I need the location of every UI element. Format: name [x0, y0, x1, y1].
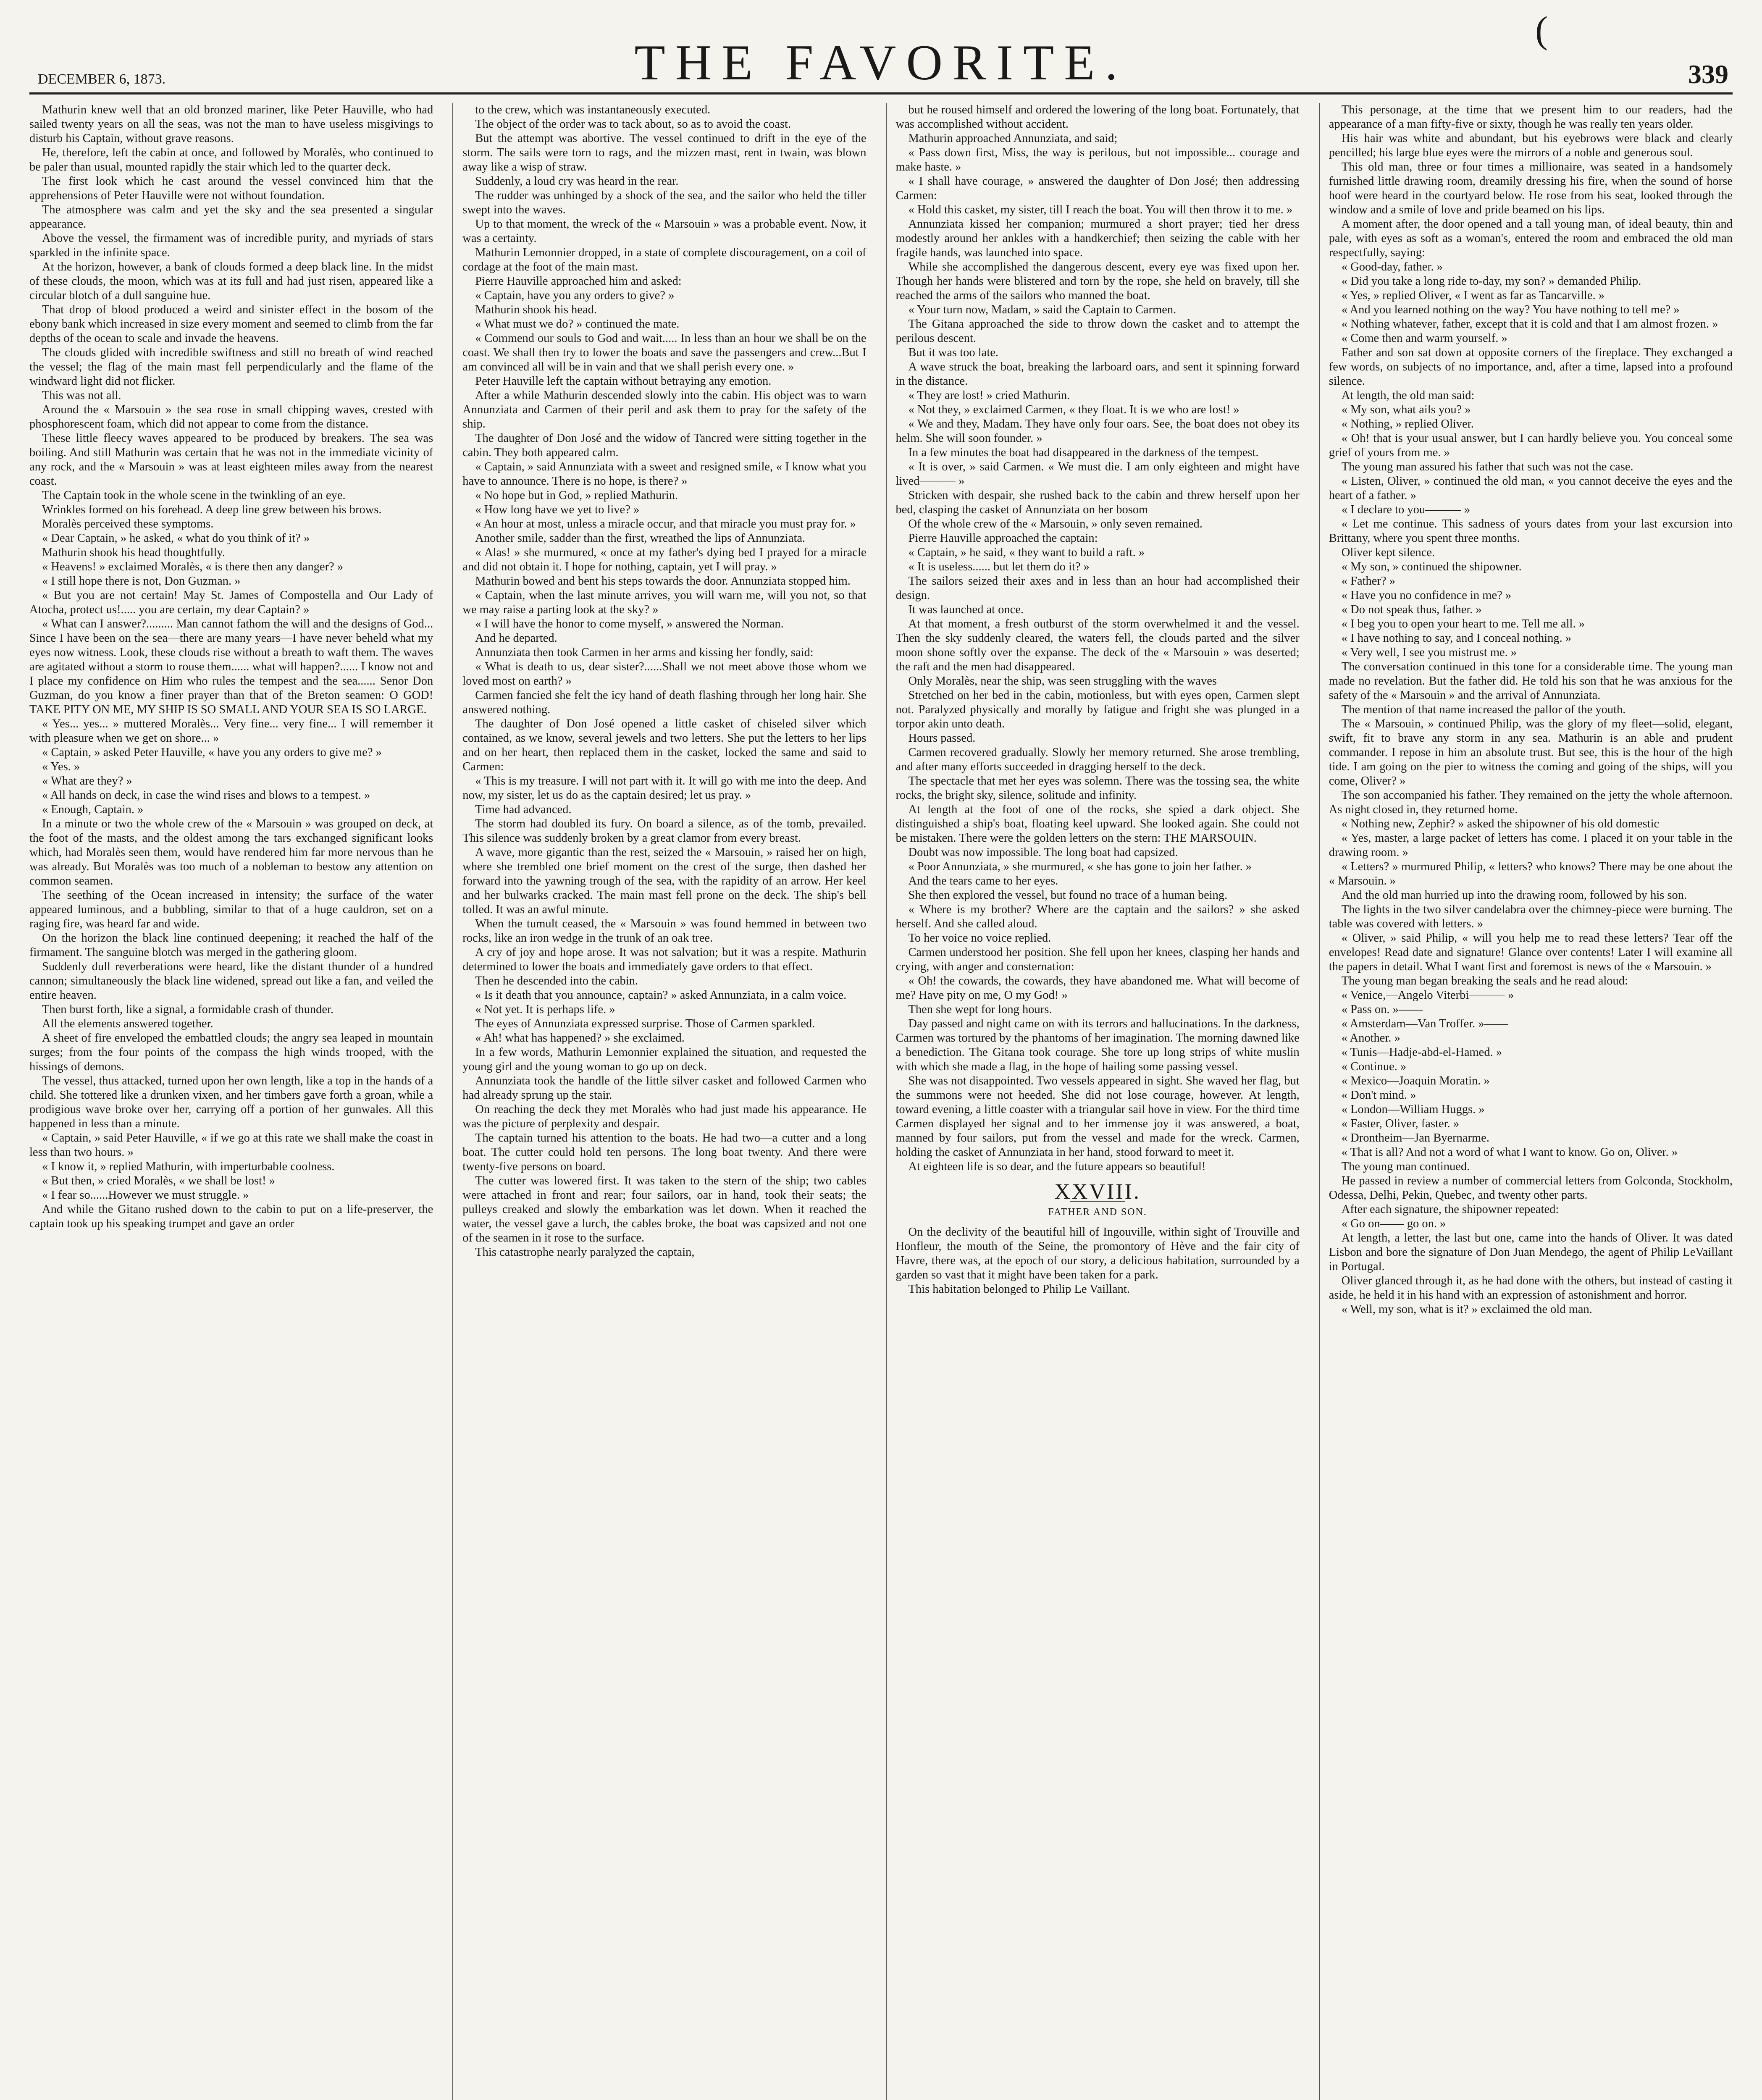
paragraph: Mathurin shook his head. — [475, 303, 597, 316]
paragraph: « Commend our souls to God and wait..... In less than an hour we shall be on the coast. We shall then try to lower the boats and save the passengers and crew...But I am convinced all will be in vain and that we shall perish every one. » — [462, 332, 867, 373]
paragraph: « I beg you to open your heart to me. Tell me all. » — [1341, 617, 1585, 630]
paragraph: « Pass down first, Miss, the way is perilous, but not impossible... courage and make haste. » — [895, 146, 1300, 173]
paragraph: This catastrophe nearly paralyzed the captain, — [475, 1246, 695, 1259]
paragraph: « Heavens! » exclaimed Moralès, « is there then any danger? » — [42, 560, 343, 573]
paragraph: The mention of that name increased the pallor of the youth. — [1341, 703, 1626, 716]
paragraph: Carmen fancied she felt the icy hand of death flashing through her long hair. She answered nothing. — [462, 689, 867, 716]
paragraph: At eighteen life is so dear, and the future appears so beautiful! — [908, 1160, 1206, 1173]
paragraph: « Yes, master, a large packet of letters has come. I placed it on your table in the drawing room. » — [1329, 832, 1733, 859]
paragraph: « Where is my brother? Where are the captain and the sailors? » she asked herself. And she called aloud. — [895, 903, 1300, 930]
paragraph: Pierre Hauville approached the captain: — [908, 532, 1098, 545]
paragraph: Mathurin knew well that an old bronzed mariner, like Peter Hauville, who had sailed twenty years on all the seas, was not the man to have useless misgivings to disturb his Captain, without grave reasons. — [29, 103, 433, 145]
paragraph: Another smile, sadder than the first, wreathed the lips of Annunziata. — [475, 532, 806, 545]
paragraph: She was not disappointed. Two vessels appeared in sight. She waved her flag, but the summons were not heeded. She did not lose courage, however. At length, toward evening, a little coaster with a triangular sail hove in view. For the third time Carmen displayed her signal and to her immense joy it was answered, a boat, manned by four sailors, put from the vessel and made for the wreck. Carmen, holding the casket of Annunziata in her hand, stood forward to meet it. — [895, 1074, 1300, 1159]
paragraph: « Well, my son, what is it? » exclaimed the old man. — [1341, 1303, 1592, 1316]
paragraph: Moralès perceived these symptoms. — [42, 517, 214, 530]
paragraph: « This is my treasure. I will not part with it. It will go with me into the deep. And now, my sister, let us do as the captain desired; let us pray. » — [462, 774, 867, 802]
chapter-number: XXVIII. — [1054, 1180, 1141, 1204]
paragraph: Around the « Marsouin » the sea rose in small chipping waves, crested with phosphorescent foam, which did not appear to come from the distance. — [29, 403, 433, 430]
paragraph: The seething of the Ocean increased in intensity; the surface of the water appeared luminous, and a bubbling, similar to that of a huge cauldron, set on a raging fire, was heard far and wide. — [29, 889, 433, 930]
paragraph: The Gitana approached the side to throw down the casket and to attempt the perilous descent. — [895, 318, 1300, 345]
paragraph: A wave struck the boat, breaking the larboard oars, and sent it spinning forward in the distance. — [895, 360, 1300, 388]
paragraph: The object of the order was to tack about, so as to avoid the coast. — [475, 118, 791, 131]
paragraph: « I shall have courage, » answered the daughter of Don José; then addressing Carmen: — [895, 175, 1300, 202]
paragraph: « Go on—— go on. » — [1341, 1217, 1446, 1230]
paragraph: « Tunis—Hadje-abd-el-Hamed. » — [1341, 1046, 1502, 1059]
article-columns — [29, 103, 1733, 2100]
paragraph: « Pass on. »—— — [1341, 1003, 1423, 1016]
paragraph: « Oliver, » said Philip, « will you help me to read these letters? Tear off the envelopes! Read date and signature! Glance over contents! Later I will examine all the papers in detail. What I want first and foremost is news of the « Marsouin. » — [1329, 932, 1733, 973]
newspaper-title: THE FAVORITE. — [634, 34, 1128, 90]
paragraph: The daughter of Don José and the widow of Tancred were sitting together in the cabin. They both appeared calm. — [462, 432, 867, 459]
column-3-chapter-start — [896, 1225, 1300, 1297]
paragraph: Annunziata kissed her companion; murmured a short prayer; tied her dress modestly around her ankles with a handkerchief; then seizing the cable with her fragile hands, was launched into space. — [895, 218, 1300, 259]
paragraph: « Captain, » asked Peter Hauville, « have you any orders to give me? » — [42, 746, 382, 759]
paragraph: This personage, at the time that we present him to our readers, had the appearance of a man fifty-five or sixty, though he was really ten years older. — [1329, 103, 1733, 131]
paragraph: These little fleecy waves appeared to be produced by breakers. The sea was boiling. And still Mathurin was certain that he was not in the immediate vicinity of any rock, and the « Marsouin » was at least eighteen miles away from the nearest coast. — [29, 432, 433, 488]
paragraph: « Nothing whatever, father, except that it is cold and that I am almost frozen. » — [1341, 318, 1718, 331]
paragraph: but he roused himself and ordered the lowering of the long boat. Fortunately, that was accomplished without accident. — [895, 103, 1300, 131]
paragraph: « And you learned nothing on the way? You have nothing to tell me? » — [1341, 303, 1680, 316]
paragraph: The spectacle that met her eyes was solemn. There was the tossing sea, the white rocks, the bright sky, silence, solitude and infinity. — [895, 774, 1300, 802]
paragraph: « What can I answer?......... Man cannot fathom the will and the designs of God... Since I have been on the sea—there are many years—I have never beheld what my eyes now witness. Look, these clouds rise without a breath to waft them. The waves are agitated without a storm to rouse them...... what will happen?...... I know not and I place my confidence on Him who rules the tempest and the sea...... Senor Don Guzman, do you know a finer prayer than that of the Breton seamen: O GOD! TAKE PITY ON ME, MY SHIP IS SO SMALL AND YOUR SEA IS SO LARGE. — [29, 617, 433, 716]
paragraph: Father and son sat down at opposite corners of the fireplace. They exchanged a few words, on subjects of no importance, and, after a time, lapsed into a profound silence. — [1329, 346, 1733, 388]
paragraph: « No hope but in God, » replied Mathurin. — [475, 489, 678, 502]
paragraph: « Mexico—Joaquin Moratin. » — [1341, 1074, 1490, 1087]
paragraph: « We and they, Madam. They have only four oars. See, the boat does not obey its helm. She will soon founder. » — [895, 417, 1300, 445]
paragraph: Day passed and night came on with its terrors and hallucinations. In the darkness, Carmen was tortured by the phantoms of her imagination. The morning dawned like a benediction. The Gitana took courage. She tore up long strips of white muslin with which she made a flag, in the hope of hailing some passing vessel. — [895, 1017, 1300, 1073]
paragraph: « Captain, » said Annunziata with a sweet and resigned smile, « I know what you have to announce. There is no hope, is there? » — [462, 460, 867, 488]
paragraph: The vessel, thus attacked, turned upon her own length, like a top in the hands of a child. She tottered like a drunken vixen, and her timbers gave forth a groan, while a prodigious wave broke over her, carrying off a portion of her gunwales. All this happened in less than a minute. — [29, 1074, 433, 1130]
paragraph: « Captain, » said Peter Hauville, « if we go at this rate we shall make the coast in less than two hours. » — [29, 1131, 433, 1159]
paragraph: On the declivity of the beautiful hill of Ingouville, within sight of Trouville and Honfleur, the mouth of the Seine, the promontory of Hève and the fair city of Havre, there was, at the epoch of our story, a delicious habitation, surrounded by a garden so vast that it might have been taken for a park. — [895, 1226, 1300, 1281]
paragraph: « Faster, Oliver, faster. » — [1341, 1117, 1460, 1130]
paragraph: At length at the foot of one of the rocks, she spied a dark object. She distinguished a ship's boat, floating keel upward. She looked again. She could not be mistaken. There were the golden letters on the stern: THE MARSOUIN. — [895, 803, 1300, 845]
paragraph: « My son, what ails you? » — [1341, 403, 1471, 416]
paragraph: To her voice no voice replied. — [908, 932, 1051, 945]
paragraph: « But you are not certain! May St. James of Compostella and Our Lady of Atocha, protect us!..... you are certain, my dear Captain? » — [29, 589, 433, 616]
paragraph: « Venice,—Angelo Viterbi——— » — [1341, 989, 1514, 1002]
paragraph: At length, the old man said: — [1341, 389, 1475, 402]
paragraph: At that moment, a fresh outburst of the storm overwhelmed it and the vessel. Then the sky suddenly cleared, the waters fell, the clouds parted and the silver moon shone softly over the expanse. The deck of the « Marsouin » was deserted; the raft and the men had disappeared. — [895, 617, 1300, 673]
paragraph: A cry of joy and hope arose. It was not salvation; but it was a respite. Mathurin determined to lower the boats and immediately gave orders to that effect. — [462, 946, 867, 973]
paragraph: The cutter was lowered first. It was taken to the stern of the ship; two cables were attached in front and rear; four sailors, oar in hand, took their seats; the pulleys creaked and slowly the embarkation was let down. When it reached the water, the vessel gave a lurch, the cables broke, the boat was capsized and not one of the seamen in it rose to the surface. — [462, 1174, 867, 1244]
paragraph: Doubt was now impossible. The long boat had capsized. — [908, 846, 1178, 859]
paragraph: « My son, » continued the shipowner. — [1341, 560, 1522, 573]
paragraph: Stretched on her bed in the cabin, motionless, but with eyes open, Carmen slept not. Paralyzed physically and morally by fatigue and fright she was plunged in a torpor akin unto death. — [895, 689, 1300, 730]
paragraph: Mathurin shook his head thoughtfully. — [42, 546, 225, 559]
paragraph: « Alas! » she murmured, « once at my father's dying bed I prayed for a miracle and did not obtain it. I hope for nothing, captain, yet I will pray. » — [462, 546, 867, 573]
paragraph: « Father? » — [1341, 575, 1395, 588]
paragraph: Suddenly, a loud cry was heard in the rear. — [475, 175, 679, 188]
paragraph: « All hands on deck, in case the wind rises and blows to a tempest. » — [42, 789, 370, 802]
paragraph: Mathurin bowed and bent his steps towards the door. Annunziata stopped him. — [475, 575, 851, 588]
paragraph: Annunziata then took Carmen in her arms and kissing her fondly, said: — [475, 646, 814, 659]
paragraph: Then she wept for long hours. — [908, 1003, 1052, 1016]
paragraph: He, therefore, left the cabin at once, and followed by Moralès, who continued to be paler than usual, mounted rapidly the stair which led to the quarter deck. — [29, 146, 433, 173]
paragraph: The clouds glided with incredible swiftness and still no breath of wind reached the vessel; the flag of the main mast fell perpendicularly and the flame of the windward light did not flicker. — [29, 346, 433, 388]
paragraph: The rudder was unhinged by a shock of the sea, and the sailor who held the tiller swept into the waves. — [462, 189, 867, 216]
paragraph: The young man assured his father that such was not the case. — [1341, 460, 1633, 473]
paragraph: The Captain took in the whole scene in the twinkling of an eye. — [42, 489, 346, 502]
masthead — [29, 9, 1733, 94]
paragraph: « Don't mind. » — [1341, 1089, 1416, 1102]
paragraph: The first look which he cast around the vessel convinced him that the apprehensions of Peter Hauville were not without foundation. — [29, 175, 433, 202]
paragraph: « Did you take a long ride to-day, my son? » demanded Philip. — [1341, 275, 1641, 288]
paragraph: « Oh! the cowards, the cowards, they have abandoned me. What will become of me? Have pity on me, O my God! » — [895, 974, 1300, 1002]
paragraph: « Yes... yes... » muttered Moralès... Very fine... very fine... I will remember it with pleasure when we get on shore... » — [29, 717, 433, 745]
paragraph: « How long have we yet to live? » — [475, 503, 640, 516]
paragraph: « Have you no confidence in me? » — [1341, 589, 1512, 602]
paragraph: « I have nothing to say, and I conceal nothing. » — [1341, 632, 1572, 645]
paragraph: On reaching the deck they met Moralès who had just made his appearance. He was the picture of perplexity and despair. — [462, 1103, 867, 1130]
paragraph: Above the vessel, the firmament was of incredible purity, and myriads of stars sparkled in the infinite space. — [29, 232, 433, 259]
paragraph: « Another. » — [1341, 1032, 1400, 1045]
paragraph: A sheet of fire enveloped the embattled clouds; the angry sea leaped in mountain surges; from the four points of the compass the high winds trooped, with the hissings of demons. — [29, 1032, 433, 1073]
paragraph: The conversation continued in this tone for a considerable time. The young man made no revelation. But the father did. He told his son that he was anxious for the safety of the « Marsouin » and the arrival of Annunziata. — [1329, 660, 1733, 702]
paragraph: But it was too late. — [908, 346, 999, 359]
paragraph: Wrinkles formed on his forehead. A deep line grew between his brows. — [42, 503, 382, 516]
paragraph: The daughter of Don José opened a little casket of chiseled silver which contained, as we know, several jewels and two letters. She put the letters to her lips and on her heart, then replaced them in the casket, locked the same and said to Carmen: — [462, 717, 867, 773]
paragraph: « I still hope there is not, Don Guzman. » — [42, 575, 241, 588]
paragraph: « Come then and warm yourself. » — [1341, 332, 1507, 345]
paragraph: The storm had doubled its fury. On board a silence, as of the tomb, prevailed. This silence was suddenly broken by a great clamor from every breast. — [462, 817, 867, 845]
paragraph: « It is over, » said Carmen. « We must die. I am only eighteen and might have lived——— » — [895, 460, 1300, 488]
paragraph: « Let me continue. This sadness of yours dates from your last excursion into Brittany, where you spent three months. — [1329, 517, 1733, 545]
paragraph: At length, a letter, the last but one, came into the hands of Oliver. It was dated Lisbon and bore the signature of Don Juan Mendego, the agent of Philip LeVaillant in Portugal. — [1329, 1231, 1733, 1273]
paragraph: The lights in the two silver candelabra over the chimney-piece were burning. The table was covered with letters. » — [1329, 903, 1733, 930]
paragraph: « London—William Huggs. » — [1341, 1103, 1485, 1116]
paragraph: On the horizon the black line continued deepening; it reached the half of the firmament. The sanguine blotch was merged in the gathering gloom. — [29, 932, 433, 959]
paragraph: « An hour at most, unless a miracle occur, and that miracle you must pray for. » — [475, 517, 856, 530]
margin-mark: ( — [1535, 9, 1548, 51]
paragraph: « Drontheim—Jan Byernarme. — [1341, 1131, 1489, 1144]
paragraph: The son accompanied his father. They remained on the jetty the whole afternoon. As night closed in, they returned home. — [1329, 789, 1733, 816]
paragraph: This habitation belonged to Philip Le Vaillant. — [908, 1283, 1130, 1296]
paragraph: « Poor Annunziata, » she murmured, « she has gone to join her father. » — [908, 860, 1252, 873]
paragraph: Then he descended into the cabin. — [475, 974, 638, 987]
page-number: 339 — [1688, 59, 1728, 89]
column-3-story-end — [896, 103, 1300, 1174]
paragraph: « Captain, when the last minute arrives, you will warn me, will you not, so that we may raise a parting look at the sky? » — [462, 589, 867, 616]
issue-date: DECEMBER 6, 1873. — [38, 71, 166, 87]
paragraph: « It is useless...... but let them do it? » — [908, 560, 1090, 573]
paragraph: The young man began breaking the seals and he read aloud: — [1341, 974, 1628, 987]
paragraph: Carmen recovered gradually. Slowly her memory returned. She arose trembling, and after many efforts succeeded in dragging herself to the deck. — [895, 746, 1300, 773]
paragraph: Suddenly dull reverberations were heard, like the distant thunder of a hundred cannon; simultaneously the black line widened, spread out like a fan, and veiled the entire heaven. — [29, 960, 433, 1002]
paragraph: In a few words, Mathurin Lemonnier explained the situation, and requested the young girl and the young woman to go up on deck. — [462, 1046, 867, 1073]
paragraph: Hours passed. — [908, 732, 976, 745]
paragraph: And the tears came to her eyes. — [908, 874, 1058, 887]
paragraph: She then explored the vessel, but found no trace of a human being. — [908, 889, 1228, 902]
paragraph: In a minute or two the whole crew of the « Marsouin » was grouped on deck, at the foot of the masts, and the oldest among the tars exchanged significant looks which, had Moralès seen them, would have rendered him far more nervous than he was already. But Moralès was too much of a nobleman to bestow any attention on common seamen. — [29, 817, 433, 887]
paragraph: When the tumult ceased, the « Marsouin » was found hemmed in between two rocks, like an iron wedge in the trunk of an oak tree. — [462, 917, 867, 945]
paragraph: At the horizon, however, a bank of clouds formed a deep black line. In the midst of these clouds, the moon, which was at its full and had just risen, appeared like a circular blotch of a dull sanguine hue. — [29, 260, 433, 302]
chapter-title: FATHER AND SON. — [1048, 1207, 1147, 1218]
paragraph: « Do not speak thus, father. » — [1341, 603, 1482, 616]
paragraph: « Not they, » exclaimed Carmen, « they float. It is we who are lost! » — [908, 403, 1239, 416]
column-4 — [1319, 103, 1733, 2100]
paragraph: « I fear so......However we must struggle. » — [42, 1189, 249, 1202]
paragraph: While she accomplished the dangerous descent, every eye was fixed upon her. Though her hands were blistered and torn by the rope, she held on bravely, till she reached the arms of the sailors who manned the boat. — [895, 260, 1300, 302]
paragraph: « Nothing, » replied Oliver. — [1341, 417, 1474, 430]
paragraph: « Hold this casket, my sister, till I reach the boat. You will then throw it to me. » — [908, 203, 1293, 216]
paragraph: « I will have the honor to come myself, » answered the Norman. — [475, 617, 784, 630]
paragraph: « Captain, have you any orders to give? » — [475, 289, 675, 302]
paragraph: « Letters? » murmured Philip, « letters? who knows? There may be one about the « Marsouin. » — [1329, 860, 1733, 887]
paragraph: His hair was white and abundant, but his eyebrows were black and clearly pencilled; his large blue eyes were the mirrors of a noble and generous soul. — [1329, 132, 1733, 159]
newspaper-page — [29, 9, 1733, 2100]
paragraph: « Oh! that is your usual answer, but I can hardly believe you. You conceal some grief of yours from me. » — [1329, 432, 1733, 459]
paragraph: Mathurin approached Annunziata, and said; — [908, 132, 1118, 145]
paragraph: « Very well, I see you mistrust me. » — [1341, 646, 1517, 659]
paragraph: « I declare to you——— » — [1341, 503, 1471, 516]
paragraph: Annunziata took the handle of the little silver casket and followed Carmen who had already sprung up the stair. — [462, 1074, 867, 1102]
paragraph: The eyes of Annunziata expressed surprise. Those of Carmen sparkled. — [475, 1017, 815, 1030]
paragraph: Peter Hauville left the captain without betraying any emotion. — [475, 375, 772, 388]
paragraph: A wave, more gigantic than the rest, seized the « Marsouin, » raised her on high, where she trembled one brief moment on the crest of the surge, then dashed her forward into the yawning trough of the sea, with the rapidity of an arrow. Her keel and her bulwarks cracked. The main mast fell prone on the deck. The ship's bell tolled. It was an awful minute. — [462, 846, 867, 916]
paragraph: « Amsterdam—Van Troffer. »—— — [1341, 1017, 1508, 1030]
paragraph: « Your turn now, Madam, » said the Captain to Carmen. — [908, 303, 1176, 316]
paragraph: Then burst forth, like a signal, a formidable crash of thunder. — [42, 1003, 334, 1016]
paragraph: Pierre Hauville approached him and asked: — [475, 275, 682, 288]
paragraph: The young man continued. — [1341, 1160, 1470, 1173]
paragraph: That drop of blood produced a weird and sinister effect in the bosom of the ebony bank which increased in size every moment and seemed to climb from the far depths of the ocean to scale and invade the heavens. — [29, 303, 433, 345]
paragraph: Mathurin Lemonnier dropped, in a state of complete discouragement, on a coil of cordage at the foot of the main mast. — [462, 246, 867, 273]
paragraph: « Yes, » replied Oliver, « I went as far as Tancarville. » — [1341, 289, 1605, 302]
paragraph: And he departed. — [475, 632, 557, 645]
paragraph: Oliver kept silence. — [1341, 546, 1435, 559]
paragraph: « Is it death that you announce, captain? » asked Annunziata, in a calm voice. — [475, 989, 847, 1002]
paragraph: « But then, » cried Moralès, « we shall be lost! » — [42, 1174, 275, 1187]
paragraph: After each signature, the shipowner repeated: — [1341, 1203, 1559, 1216]
paragraph: Only Moralès, near the ship, was seen struggling with the waves — [908, 675, 1217, 688]
column-1 — [29, 103, 433, 2100]
paragraph: In a few minutes the boat had disappeared in the darkness of the tempest. — [908, 446, 1259, 459]
paragraph: Carmen understood her position. She fell upon her knees, clasping her hands and crying, with anger and consternation: — [895, 946, 1300, 973]
paragraph: « What must we do? » continued the mate. — [475, 318, 680, 331]
paragraph: « Yes. » — [42, 760, 80, 773]
paragraph: The atmosphere was calm and yet the sky and the sea presented a singular appearance. — [29, 203, 433, 231]
paragraph: But the attempt was abortive. The vessel continued to drift in the eye of the storm. The sails were torn to rags, and the mizzen mast, rent in twain, was blown away like a wisp of straw. — [462, 132, 867, 173]
chapter-heading — [896, 1180, 1300, 1219]
column-3 — [886, 103, 1300, 2100]
paragraph: to the crew, which was instantaneously executed. — [475, 103, 711, 116]
paragraph: And while the Gitano rushed down to the cabin to put on a life-preserver, the captain took up his speaking trumpet and gave an order — [29, 1203, 433, 1230]
paragraph: « What are they? » — [42, 774, 132, 788]
paragraph: « They are lost! » cried Mathurin. — [908, 389, 1070, 402]
paragraph: « Nothing new, Zephir? » asked the shipowner of his old domestic — [1341, 817, 1660, 830]
paragraph: Up to that moment, the wreck of the « Marsouin » was a probable event. Now, it was a certainty. — [462, 218, 867, 245]
paragraph: Stricken with despair, she rushed back to the cabin and threw herself upon her bed, clasping the casket of Annunziata on her bosom — [895, 489, 1300, 516]
paragraph: « Enough, Captain. » — [42, 803, 144, 816]
paragraph: He passed in review a number of commercial letters from Golconda, Stockholm, Odessa, Delhi, Pekin, Quebec, and twenty other parts. — [1329, 1174, 1733, 1202]
paragraph: A moment after, the door opened and a tall young man, of ideal beauty, thin and pale, with eyes as soft as a woman's, entered the room and embraced the old man respectfully, saying: — [1329, 218, 1733, 259]
paragraph: « What is death to us, dear sister?......Shall we not meet above those whom we loved most on earth? » — [462, 660, 867, 688]
paragraph: « Listen, Oliver, » continued the old man, « you cannot deceive the eyes and the heart of a father. » — [1329, 475, 1733, 502]
paragraph: Of the whole crew of the « Marsouin, » only seven remained. — [908, 517, 1203, 530]
paragraph: The captain turned his attention to the boats. He had two—a cutter and a long boat. The cutter could hold ten persons. The long boat twenty. And there were twenty-five persons on board. — [462, 1131, 867, 1173]
paragraph: « Continue. » — [1341, 1060, 1407, 1073]
paragraph: This old man, three or four times a millionaire, was seated in a handsomely furnished little drawing room, dreamily dressing his fire, when the sound of horse hoof were heard in the courtyard below. He rose from his seat, looked through the window and a smile of love and pride beamed on his lips. — [1329, 160, 1733, 216]
paragraph: It was launched at once. — [908, 603, 1024, 616]
paragraph: « Good-day, father. » — [1341, 260, 1443, 273]
paragraph: « Captain, » he said, « they want to build a raft. » — [908, 546, 1145, 559]
paragraph: This was not all. — [42, 389, 121, 402]
paragraph: « I know it, » replied Mathurin, with imperturbable coolness. — [42, 1160, 335, 1173]
paragraph: After a while Mathurin descended slowly into the cabin. His object was to warn Annunziata and Carmen of their peril and ask them to pray for the safety of the ship. — [462, 389, 867, 430]
paragraph: And the old man hurried up into the drawing room, followed by his son. — [1341, 889, 1687, 902]
paragraph: Oliver glanced through it, as he had done with the others, but instead of casting it aside, he held it in his hand with an expression of astonishment and horror. — [1329, 1274, 1733, 1302]
paragraph: « Dear Captain, » he asked, « what do you think of it? » — [42, 532, 310, 545]
paragraph: « That is all? And not a word of what I want to know. Go on, Oliver. » — [1341, 1146, 1678, 1159]
paragraph: The sailors seized their axes and in less than an hour had accomplished their design. — [895, 575, 1300, 602]
paragraph: Time had advanced. — [475, 803, 572, 816]
paragraph: « Ah! what has happened? » she exclaimed. — [475, 1032, 685, 1045]
paragraph: All the elements answered together. — [42, 1017, 213, 1030]
column-2 — [452, 103, 866, 2100]
paragraph: « Not yet. It is perhaps life. » — [475, 1003, 615, 1016]
paragraph: The « Marsouin, » continued Philip, was the glory of my fleet—solid, elegant, swift, fit to brave any storm in any sea. Mathurin is an able and prudent commander. I repose in him an absolute trust. But see, this is the hour of the high tide. I am going on the pier to witness the coming and going of the ships, will you come, Oliver? » — [1329, 717, 1733, 788]
